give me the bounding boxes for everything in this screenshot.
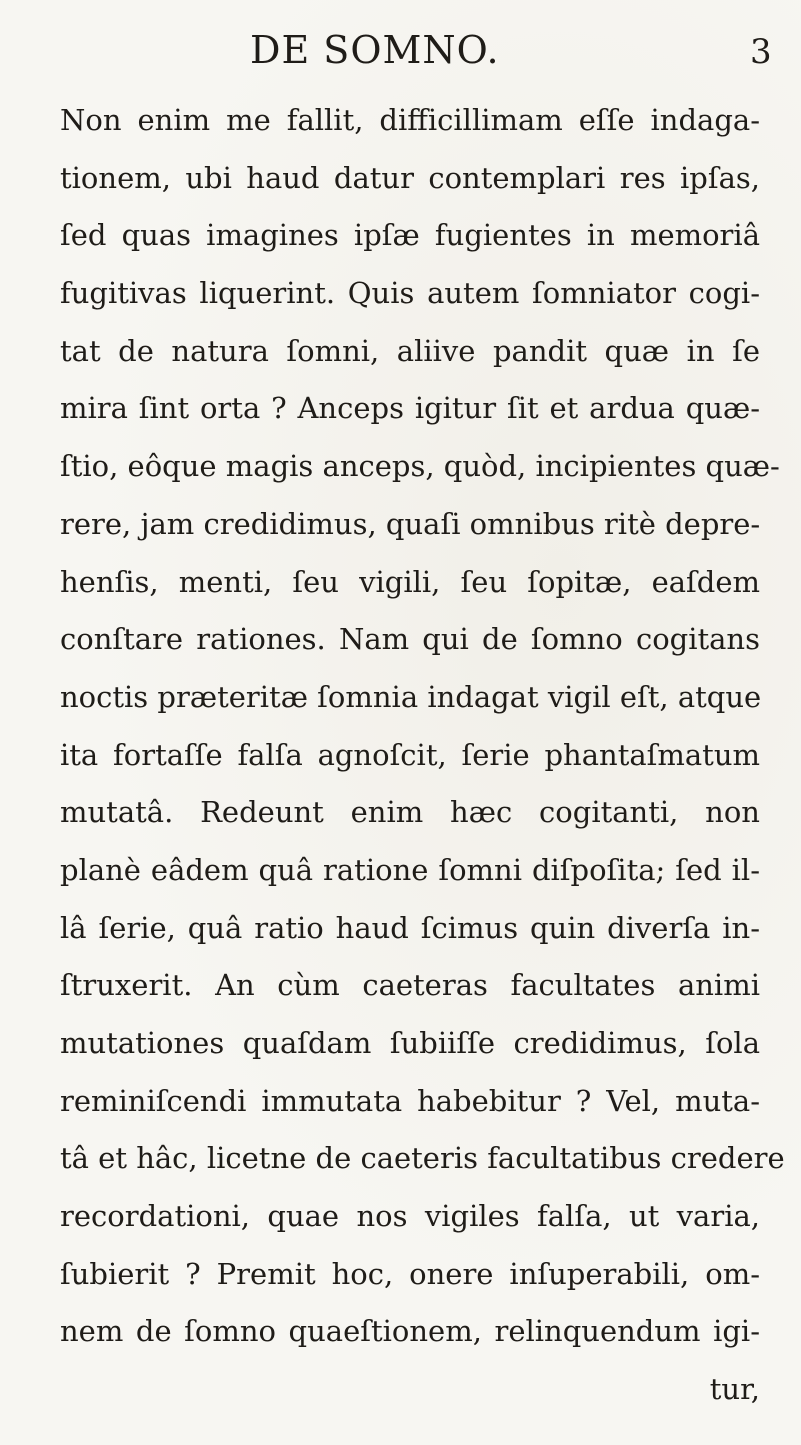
text-line: tat de natura ſomni, aliive pandit quæ in ſe	[60, 333, 760, 368]
text-line: recordationi, quae nos vigiles falſa, ut varia,	[60, 1199, 760, 1234]
text-line: mira ſint orta ? Anceps igitur ſit et ardua quæ-	[60, 391, 760, 426]
text-line: noctis præteritæ ſomnia indagat vigil eſt, atque	[60, 679, 762, 714]
text-line: ſed quas imagines ipſæ fugientes in memoriâ	[60, 218, 760, 253]
text-line: ſtruxerit. An cùm caeteras facultates animi	[60, 968, 760, 1003]
text-line: tionem, ubi haud datur contemplari res ipſas,	[60, 160, 760, 195]
text-line: lâ ſerie, quâ ratio haud ſcimus quin diverſa in-	[60, 910, 760, 945]
text-line: tâ et hâc, licetne de caeteris facultatibus credere	[60, 1141, 785, 1176]
running-title: DE SOMNO.	[250, 28, 500, 72]
text-line: ita fortaſſe falſa agnoſcit, ſerie phantaſmatum	[60, 737, 760, 772]
text-line: Non enim me fallit, difficillimam eſſe indaga-	[60, 103, 760, 137]
text-line: planè eâdem quâ ratione ſomni diſpoſita; ſed il-	[60, 852, 760, 887]
text-line: ſtio, eôque magis anceps, quòd, incipientes quæ-	[60, 449, 780, 484]
text-line: nem de ſomno quaeſtionem, relinquendum igi-	[60, 1314, 760, 1349]
body-text	[60, 92, 785, 1419]
running-head	[0, 22, 801, 82]
catchword: tur,	[709, 1372, 760, 1407]
text-line: mutationes quaſdam ſubiiſſe credidimus, ſola	[60, 1026, 760, 1060]
page-number: 3	[750, 32, 772, 72]
text-line: fugitivas liquerint. Quis autem ſomniator cogi-	[60, 276, 760, 311]
text-line: conſtare rationes. Nam qui de ſomno cogitans	[60, 622, 760, 657]
text-line: rere, jam credidimus, quaſi omnibus ritè depre-	[60, 506, 761, 541]
text-line: mutatâ. Redeunt enim hæc cogitanti, non	[60, 795, 760, 830]
text-line: ſubierit ? Premit hoc, onere inſuperabili, om-	[60, 1256, 760, 1291]
text-line: reminiſcendi immutata habebitur ? Vel, muta-	[60, 1083, 760, 1118]
text-line: henſis, menti, ſeu vigili, ſeu ſopitæ, eaſdem	[60, 564, 760, 599]
